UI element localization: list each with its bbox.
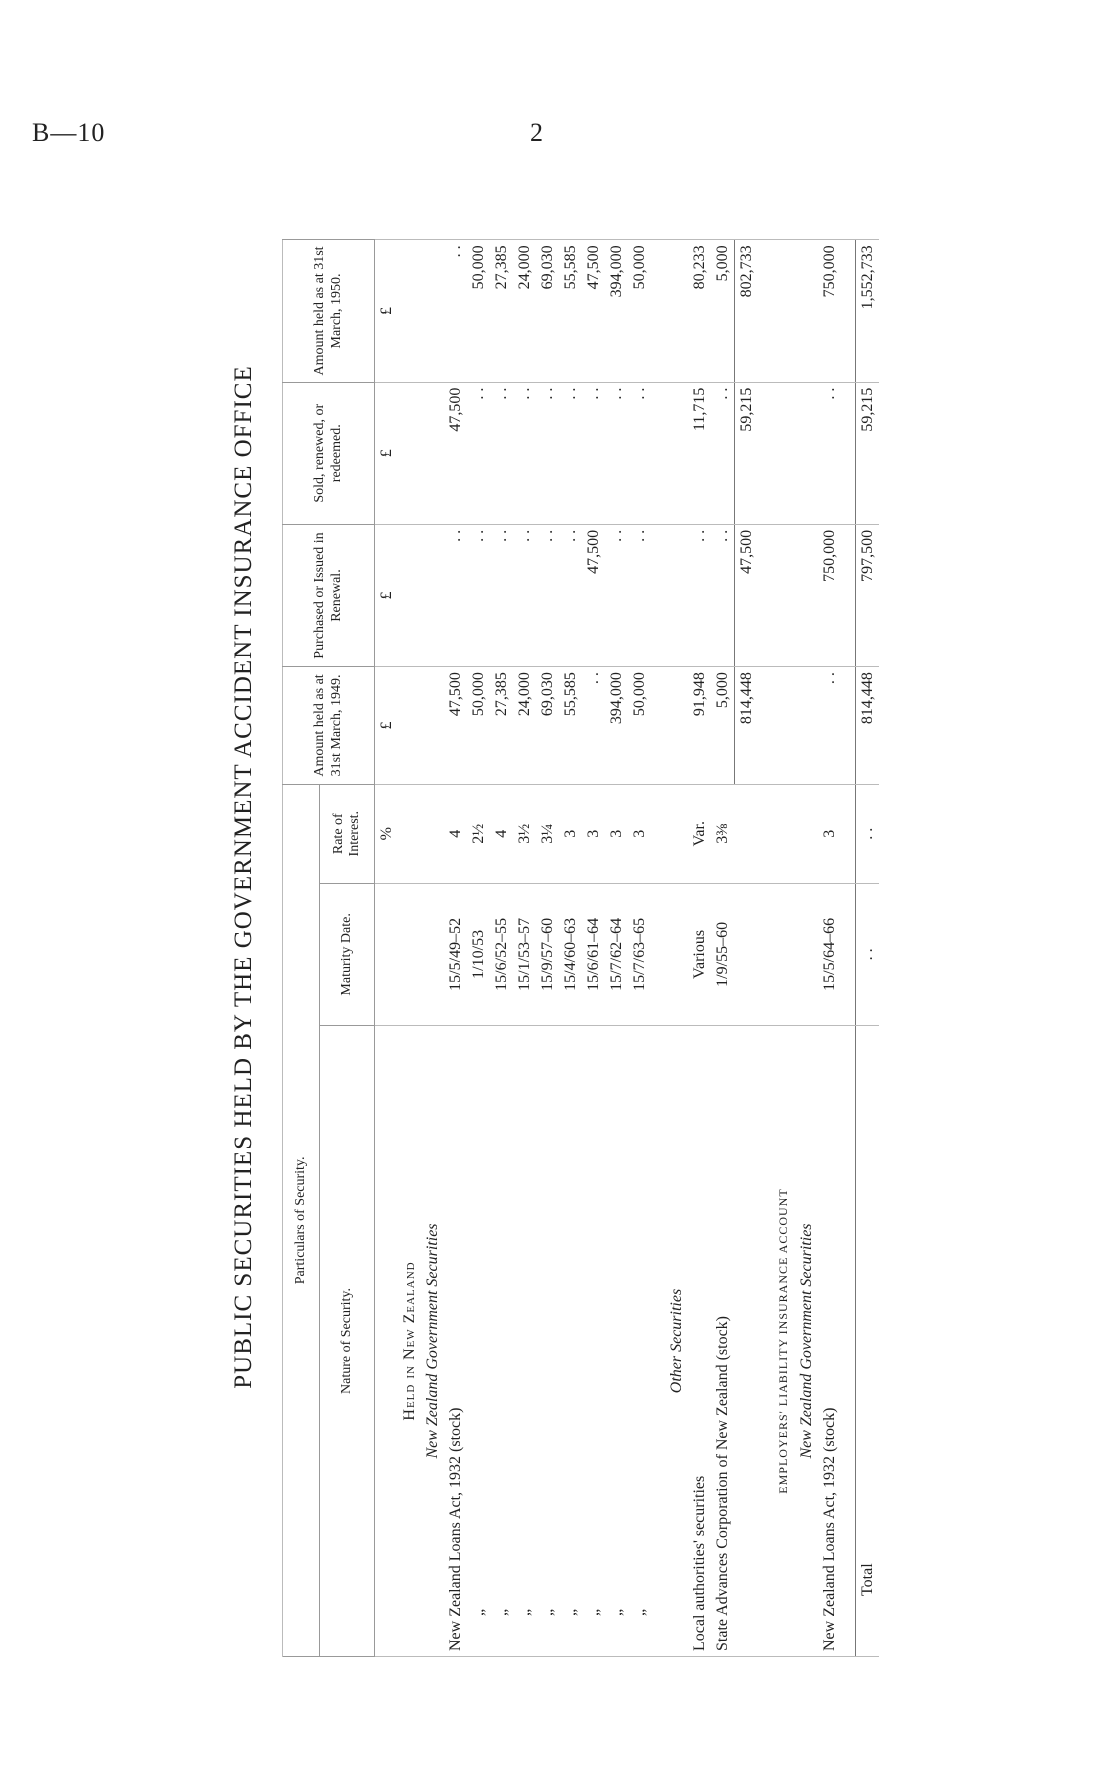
sold-cell: . . <box>628 382 651 524</box>
nature-cell: „ <box>559 1026 582 1657</box>
unit-row <box>375 98 399 1657</box>
maturity-cell: 15/7/62–64 <box>605 883 628 1025</box>
held-1950-cell: 47,500 <box>582 240 605 382</box>
purchased-cell: . . <box>513 524 536 666</box>
table-row <box>582 98 605 1657</box>
purchased-cell: . . <box>559 524 582 666</box>
header-maturity: Maturity Date. <box>320 883 375 1025</box>
sold-cell: . . <box>467 382 490 524</box>
maturity-cell: 15/9/57–60 <box>536 883 559 1025</box>
section-employers-liability: EMPLOYERS' LIABILITY INSURANCE ACCOUNT <box>772 1026 795 1657</box>
sold-cell: . . <box>559 382 582 524</box>
total-maturity: . . <box>856 883 880 1025</box>
sold-cell: . . <box>513 382 536 524</box>
header-held-1949: Amount held as at 31st March, 1949. <box>283 667 375 785</box>
total-row <box>856 98 880 1657</box>
page-title: PUBLIC SECURITIES HELD BY THE GOVERNMENT ACCIDENT INSURANCE OFFICE <box>230 365 257 1389</box>
header-held-1950: Amount held as at 31st March, 1950. <box>283 240 375 382</box>
purchased-cell: . . <box>536 524 559 666</box>
rate-cell: 3¼ <box>536 784 559 883</box>
rate-cell: 3 <box>582 784 605 883</box>
spacer-row <box>651 98 665 1657</box>
nature-cell: „ <box>628 1026 651 1657</box>
maturity-cell: 15/7/63–65 <box>628 883 651 1025</box>
held-1950-cell: 394,000 <box>605 240 628 382</box>
sold-cell: . . <box>711 382 735 524</box>
nature-cell: Local authorities' securities <box>688 1026 711 1657</box>
unit-pound: £ <box>375 667 399 785</box>
rate-cell: 3 <box>628 784 651 883</box>
purchased-cell: . . <box>711 524 735 666</box>
held-1950-cell: 750,000 <box>818 240 841 382</box>
header-nature: Nature of Security. <box>320 1026 375 1657</box>
total-held-1950: 1,552,733 <box>856 240 880 382</box>
rate-cell: 3½ <box>513 784 536 883</box>
sold-cell: . . <box>818 382 841 524</box>
total-rate: . . <box>856 784 880 883</box>
held-1950-cell: 69,030 <box>536 240 559 382</box>
maturity-cell: 1/10/53 <box>467 883 490 1025</box>
subtotal-purchased: 47,500 <box>735 524 759 666</box>
purchased-cell: 750,000 <box>818 524 841 666</box>
nature-cell: „ <box>513 1026 536 1657</box>
held-1949-cell: 24,000 <box>513 667 536 785</box>
held-1950-cell: 50,000 <box>628 240 651 382</box>
section-heading-row <box>421 98 444 1657</box>
nature-cell: „ <box>467 1026 490 1657</box>
table-row <box>513 98 536 1657</box>
section-heading-row <box>398 98 421 1657</box>
rate-cell: 3 <box>559 784 582 883</box>
subtotal-sold: 59,215 <box>735 382 759 524</box>
nature-cell: „ <box>536 1026 559 1657</box>
unit-pound: £ <box>375 382 399 524</box>
sold-cell: 47,500 <box>444 382 467 524</box>
sold-cell: . . <box>490 382 513 524</box>
table-row <box>711 98 735 1657</box>
held-1949-cell: 69,030 <box>536 667 559 785</box>
maturity-cell: 15/6/52–55 <box>490 883 513 1025</box>
sold-cell: . . <box>536 382 559 524</box>
held-1949-cell: 55,585 <box>559 667 582 785</box>
sold-cell: . . <box>605 382 628 524</box>
spacer-row <box>841 98 856 1657</box>
table-row <box>688 98 711 1657</box>
maturity-cell: 1/9/55–60 <box>711 883 735 1025</box>
held-1950-cell: . . <box>444 240 467 382</box>
maturity-cell: 15/4/60–63 <box>559 883 582 1025</box>
purchased-cell: . . <box>628 524 651 666</box>
spacer-row <box>758 98 772 1657</box>
held-1950-cell: 24,000 <box>513 240 536 382</box>
maturity-cell: Various <box>688 883 711 1025</box>
nature-cell: „ <box>605 1026 628 1657</box>
total-held-1949: 814,448 <box>856 667 880 785</box>
table-row <box>536 98 559 1657</box>
header-particulars: Particulars of Security. <box>283 784 320 1656</box>
nature-cell: New Zealand Loans Act, 1932 (stock) <box>444 1026 467 1657</box>
section-heading-row <box>772 98 795 1657</box>
rate-cell: 4 <box>490 784 513 883</box>
nature-cell: State Advances Corporation of New Zealand (stock) <box>711 1026 735 1657</box>
header-purchased: Purchased or Issued in Renewal. <box>283 524 375 666</box>
rate-cell: 3 <box>818 784 841 883</box>
subtotal-row <box>735 98 759 1657</box>
rate-cell: 4 <box>444 784 467 883</box>
table-row <box>559 98 582 1657</box>
subtotal-held-1949: 814,448 <box>735 667 759 785</box>
held-1950-cell: 50,000 <box>467 240 490 382</box>
held-1949-cell: 394,000 <box>605 667 628 785</box>
held-1949-cell: 50,000 <box>467 667 490 785</box>
purchased-cell: . . <box>688 524 711 666</box>
nature-cell: „ <box>582 1026 605 1657</box>
section-other-securities: Other Securities <box>665 1026 688 1657</box>
section-nz-government: New Zealand Government Securities <box>421 1026 444 1657</box>
header-sold: Sold, renewed, or redeemed. <box>283 382 375 524</box>
total-sold: 59,215 <box>856 382 880 524</box>
total-purchased: 797,500 <box>856 524 880 666</box>
table-row <box>628 98 651 1657</box>
table-row <box>444 98 467 1657</box>
rotated-table-page <box>230 97 876 1657</box>
maturity-cell: 15/5/49–52 <box>444 883 467 1025</box>
sold-cell: . . <box>582 382 605 524</box>
unit-pound: £ <box>375 240 399 382</box>
section-heading-row <box>665 98 688 1657</box>
unit-percent: % <box>375 784 399 883</box>
rate-cell: 2½ <box>467 784 490 883</box>
held-1949-cell: . . <box>818 667 841 785</box>
rate-cell: 3 <box>605 784 628 883</box>
held-1949-cell: 50,000 <box>628 667 651 785</box>
held-1950-cell: 27,385 <box>490 240 513 382</box>
held-1949-cell: 27,385 <box>490 667 513 785</box>
page-number: 2 <box>530 118 543 147</box>
sold-cell: 11,715 <box>688 382 711 524</box>
held-1949-cell: . . <box>582 667 605 785</box>
held-1950-cell: 55,585 <box>559 240 582 382</box>
held-1949-cell: 91,948 <box>688 667 711 785</box>
table-row <box>490 98 513 1657</box>
table-row <box>605 98 628 1657</box>
maturity-cell: 15/6/61–64 <box>582 883 605 1025</box>
held-1950-cell: 80,233 <box>688 240 711 382</box>
table-row <box>467 98 490 1657</box>
purchased-cell: . . <box>490 524 513 666</box>
page-reference: B—10 <box>32 118 106 147</box>
held-1949-cell: 47,500 <box>444 667 467 785</box>
held-1950-cell: 5,000 <box>711 240 735 382</box>
purchased-cell: . . <box>444 524 467 666</box>
rate-cell: Var. <box>688 784 711 883</box>
section-held-in-nz: Held in New Zealand <box>398 1026 421 1657</box>
table-row <box>818 98 841 1657</box>
section-emp-nz-government: New Zealand Government Securities <box>795 1026 818 1657</box>
nature-cell: „ <box>490 1026 513 1657</box>
section-heading-row <box>795 98 818 1657</box>
purchased-cell: . . <box>467 524 490 666</box>
header-rate: Rate of Interest. <box>320 784 375 883</box>
purchased-cell: 47,500 <box>582 524 605 666</box>
held-1949-cell: 5,000 <box>711 667 735 785</box>
total-label: Total <box>856 1026 880 1657</box>
maturity-cell: 15/1/53–57 <box>513 883 536 1025</box>
subtotal-held-1950: 802,733 <box>735 240 759 382</box>
nature-cell: New Zealand Loans Act, 1932 (stock) <box>818 1026 841 1657</box>
maturity-cell: 15/5/64–66 <box>818 883 841 1025</box>
unit-pound: £ <box>375 524 399 666</box>
rate-cell: 3⅜ <box>711 784 735 883</box>
securities-table <box>282 97 879 1657</box>
purchased-cell: . . <box>605 524 628 666</box>
